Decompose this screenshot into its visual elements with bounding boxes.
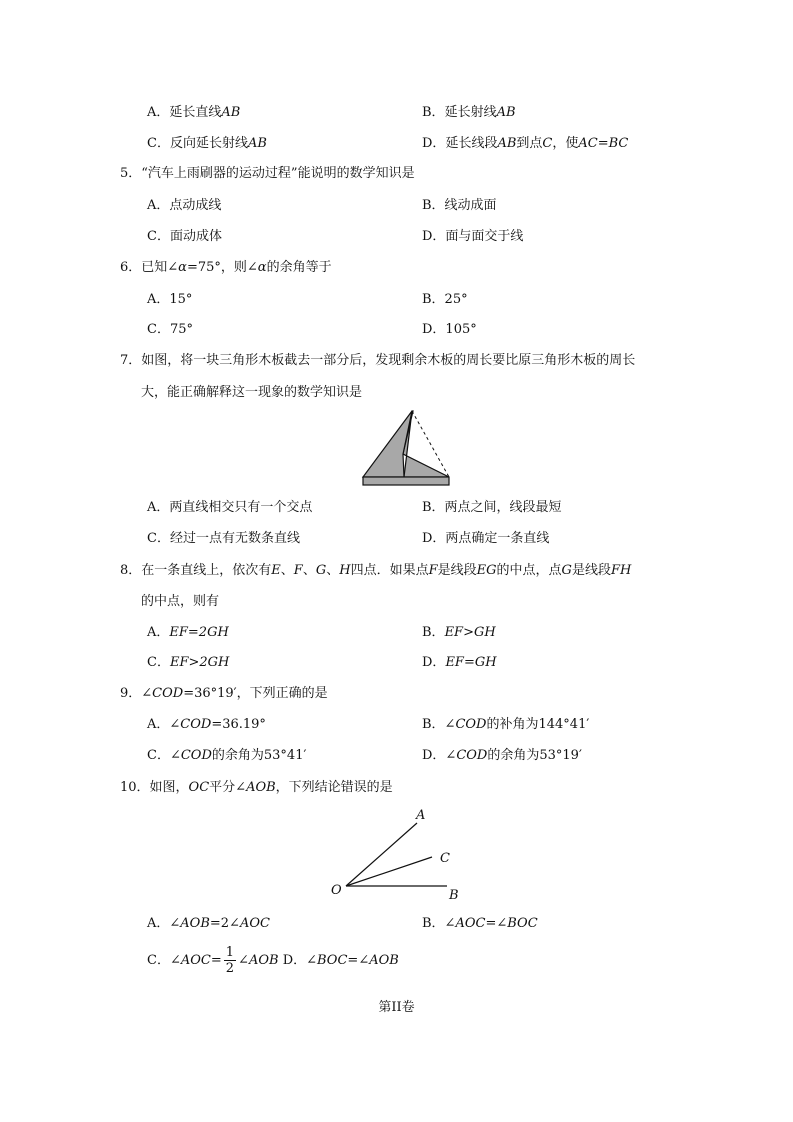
fraction-one-half: $\frac{1}{2}$ (225, 945, 235, 976)
q4-option-a: A．延长直线AB (147, 105, 241, 120)
q7-option-a: A．两直线相交只有一个交点 (147, 500, 313, 515)
section-title: 第II卷 (378, 1000, 415, 1015)
q4-option-c: C．反向延长射线AB (147, 136, 267, 151)
ray-oa (346, 823, 417, 886)
q8-option-b: B．EF>GH (422, 625, 496, 640)
q8-option-d: D．EF=GH (422, 655, 497, 670)
q10-option-d: D．∠BOC=∠AOB (282, 953, 399, 968)
q8-option-a: A．EF=2GH (147, 625, 229, 640)
q6-option-c: C．75° (147, 322, 193, 337)
q5-option-c: C．面动成体 (147, 229, 222, 244)
q9-option-d: D．∠COD的余角为53°19′ (422, 748, 582, 763)
label-c: C (440, 851, 450, 866)
q7-board-base (363, 477, 449, 485)
label-a: A (416, 808, 426, 823)
q10-option-c-and-d: C．∠AOC= $\frac{1}{2}$ ∠AOB D．∠BOC=∠AOB (147, 945, 399, 976)
q10-angle-figure (325, 805, 465, 903)
q10-option-a: A．∠AOB=2∠AOC (147, 916, 270, 931)
q10-stem: 10．如图，OC平分∠AOB，下列结论错误的是 (120, 780, 393, 795)
ray-oc (346, 857, 432, 886)
q5-option-b: B．线动成面 (422, 198, 497, 213)
q6-option-a: A．15° (147, 292, 193, 307)
q9-option-c: C．∠COD的余角为53°41′ (147, 748, 307, 763)
q5-option-a: A．点动成线 (147, 198, 222, 213)
q10-option-b: B．∠AOC=∠BOC (422, 916, 538, 931)
q7-figure (360, 408, 455, 490)
q7-stem-line1: 7．如图，将一块三角形木板截去一部分后，发现剩余木板的周长要比原三角形木板的周长 (120, 353, 636, 368)
q7-option-c: C．经过一点有无数条直线 (147, 531, 300, 546)
q6-option-b: B．25° (422, 292, 468, 307)
label-o: O (331, 883, 342, 898)
q9-option-b: B．∠COD的补角为144°41′ (422, 717, 590, 732)
q7-stem-line2: 大，能正确解释这一现象的数学知识是 (141, 385, 363, 400)
q5-option-d: D．面与面交于线 (422, 229, 524, 244)
q8-stem-line1: 8．在一条直线上，依次有E、F、G、H四点．如果点F是线段EG的中点，点G是线段FH (120, 563, 632, 578)
q7-option-d: D．两点确定一条直线 (422, 531, 550, 546)
q7-option-b: B．两点之间，线段最短 (422, 500, 562, 515)
label-b: B (449, 888, 459, 903)
q4-option-d: D．延长线段AB到点C，使AC=BC (422, 136, 629, 151)
q8-stem-line2: 的中点，则有 (141, 594, 220, 609)
q4-option-b: B．延长射线AB (422, 105, 516, 120)
q9-stem: 9．∠COD=36°19′，下列正确的是 (120, 686, 328, 701)
q5-stem: 5．“汽车上雨刷器的运动过程”能说明的数学知识是 (120, 166, 415, 181)
q8-option-c: C．EF>2GH (147, 655, 230, 670)
q6-option-d: D．105° (422, 322, 477, 337)
q6-stem: 6．已知∠α=75°，则∠α的余角等于 (120, 260, 332, 275)
q9-option-a: A．∠COD=36.19° (147, 717, 266, 732)
